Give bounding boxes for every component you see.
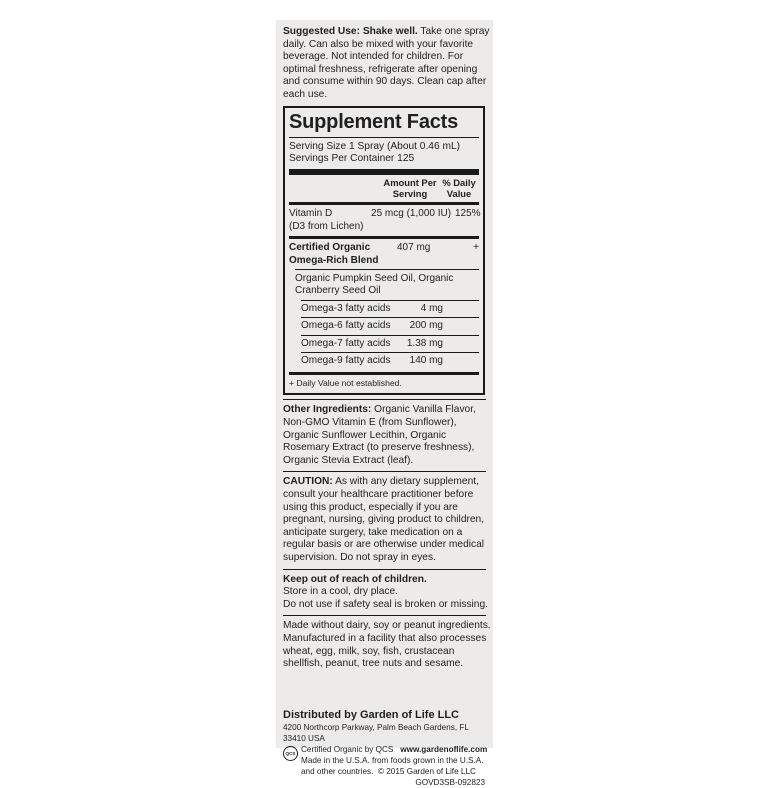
blend-dv: + xyxy=(473,242,479,254)
divider xyxy=(283,471,486,472)
vitamin-d-amount: 25 mcg (1,000 IU) xyxy=(371,208,452,220)
vitamin-d-source: (D3 from Lichen) xyxy=(289,220,364,232)
divider xyxy=(283,615,486,616)
distributor-address: 4200 Northcorp Parkway, Palm Beach Gardens, FL 33410 USA xyxy=(283,722,469,743)
divider xyxy=(283,569,486,570)
other-ingredients-text: Organic Vanilla Flavor, Non-GMO Vitamin E (from Sunflower), Organic Sunflower Lecithin, Organic Rosemary Extract (to preserve freshness), Organic Stevia Extract (leaf). xyxy=(283,404,476,466)
divider xyxy=(283,399,486,400)
label-panel xyxy=(276,20,493,787)
suggested-use xyxy=(283,26,493,102)
serving-info xyxy=(289,138,479,176)
storage-line-1: Store in a cool, dry place. xyxy=(283,586,398,598)
product-code: GOVD3SB-092823 xyxy=(415,777,485,787)
facts-footnote: + Daily Value not established. xyxy=(289,372,479,391)
fatty-acid-amount: 1.38 mg xyxy=(406,337,443,349)
fatty-acid-amount: 140 mg xyxy=(409,355,443,367)
fatty-acid-amount: 200 mg xyxy=(409,320,443,332)
allergen-statement: Made without dairy, soy or peanut ingredients. Manufactured in a facility that also processes wheat, egg, milk, soy, fish, crustacean shellfish, peanut, tree nuts and sesame. xyxy=(283,620,491,670)
fatty-acid-name: Omega-7 fatty acids xyxy=(301,337,391,349)
blend-row xyxy=(289,239,479,269)
suggested-use-label: Suggested Use: Shake well. xyxy=(283,26,418,37)
suggested-use-text: Take one spray daily. Can also be mixed with your favorite beverage. Not intended for children. For optimal freshness, refrigerate after opening and consume within 90 days. Clean cap after each use. xyxy=(283,26,490,100)
other-ingredients-label: Other Ingredients: xyxy=(283,404,372,416)
copyright: © 2015 Garden of Life LLC xyxy=(377,766,476,776)
keep-out-of-reach: Keep out of reach of children. xyxy=(283,573,427,585)
fatty-acid-name: Omega-3 fatty acids xyxy=(301,302,391,314)
blend-oils: Organic Pumpkin Seed Oil, Organic Cranberry Seed Oil xyxy=(295,269,479,300)
daily-value-header: % Daily Value xyxy=(442,177,476,199)
certified-organic: Certified Organic by QCS xyxy=(301,744,394,754)
servings-per-container: Servings Per Container 125 xyxy=(289,152,415,164)
vitamin-d-dv: 125% xyxy=(455,208,481,220)
fatty-acid-name: Omega-9 fatty acids xyxy=(301,355,391,367)
fatty-acid-name: Omega-6 fatty acids xyxy=(301,320,391,332)
supplement-facts-box xyxy=(283,106,485,396)
serving-size: Serving Size 1 Spray (About 0.46 mL) xyxy=(289,140,461,152)
fatty-acid-row xyxy=(301,335,479,352)
blend-amount: 407 mg xyxy=(397,242,431,254)
caution-text: As with any dietary supplement, consult your healthcare practitioner before using this product, especially if you are pregnant, nursing, giving product to children, anticipate surgery, take medication on a regular basis or are otherwise under medical supervision. Do not spray in eyes. xyxy=(283,476,485,563)
fatty-acid-row xyxy=(301,317,479,334)
caution xyxy=(283,476,493,564)
website: www.gardenoflife.com xyxy=(400,744,488,754)
caution-label: CAUTION: xyxy=(283,476,333,488)
fatty-acid-row xyxy=(301,300,479,317)
facts-header-row xyxy=(289,175,479,205)
storage-line-2: Do not use if safety seal is broken or missing. xyxy=(283,598,488,610)
vitamin-d-name: Vitamin D xyxy=(289,208,333,220)
certification-row xyxy=(283,744,493,777)
qcs-logo-icon: QCS xyxy=(283,746,298,761)
other-ingredients xyxy=(283,404,493,467)
made-in: Made in the U.S.A. from foods grown in the U.S.A. and other countries. xyxy=(301,755,484,776)
fatty-acid-amount: 4 mg xyxy=(420,302,443,314)
blend-name: Certified Organic Omega-Rich Blend xyxy=(289,242,379,266)
storage xyxy=(283,574,493,612)
fatty-acid-row xyxy=(301,352,479,369)
vitamin-d-row xyxy=(289,205,479,239)
distributor-title: Distributed by Garden of Life LLC xyxy=(283,708,460,721)
facts-title: Supplement Facts xyxy=(289,110,479,138)
amount-header: Amount Per Serving xyxy=(383,177,437,199)
